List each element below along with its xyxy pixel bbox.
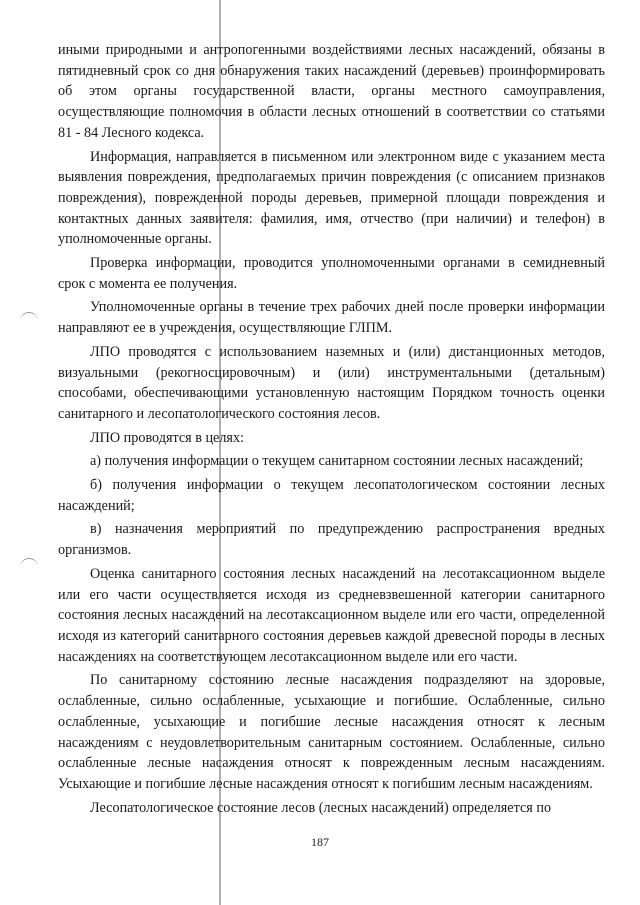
paragraph: иными природными и антропогенными воздействиями лесных насаждений, обязаны в пятидневный срок со дня обнаружения таких насаждений (деревьев) проинформировать об этом органы государственной власти, органы местного самоуправления, осуществляющие полномочия в области лесных отношений в соответствии со статьями 81 - 84 Лесного кодекса. — [58, 42, 605, 141]
list-item: а) получения информации о текущем санитарном состоянии лесных насаждений; — [90, 453, 584, 470]
paragraph: ЛПО проводятся в целях: — [90, 429, 244, 446]
punch-hole-mark — [20, 312, 38, 325]
paragraph: Проверка информации, проводится уполномоченными органами в семидневный срок с момента ее получения. — [58, 255, 605, 292]
paragraph: Оценка санитарного состояния лесных насаждений на лесотаксационном выделе или его части осуществляется исходя из средневзвешенной категории санитарного состояния лесных насаждений на лесотаксационном выделе или его части, определенной исходя из категорий санитарного состояния деревьев каждой древесной породы в лесных насаждениях на соответствующем лесотаксационном выделе или его части. — [58, 565, 605, 665]
list-item: б) получения информации о текущем лесопатологическом состоянии лесных насаждений; — [58, 477, 605, 514]
paragraph: По санитарному состоянию лесные насаждения подразделяют на здоровые, ослабленные, сильно ослабленные, усыхающие и погибшие. Ослабленные, сильно ослабленные, усыхающие и погибшие лесные насаждения относят к лесным насаждениям с неудовлетворительным санитарным состоянием. Ослабленные, сильно ослабленные лесные насаждения относят к поврежденным лесным насаждениям. Усыхающие и погибшие лесные насаждения относят к погибшим лесным насаждениям. — [58, 672, 605, 792]
punch-hole-mark — [20, 558, 38, 571]
paragraph: Уполномоченные органы в течение трех рабочих дней после проверки информации направляют ее в учреждения, осуществляющие ГЛПМ. — [58, 299, 605, 337]
paragraph: ЛПО проводятся с использованием наземных и (или) дистанционных методов, визуальными (рекогносцировочным) и (или) инструментальными (детальным) способами, обеспечивающими установленную настоящим Порядком точность оценки санитарного и лесопатологического состояния лесов. — [58, 343, 605, 422]
body-text — [58, 40, 605, 821]
page-number: 187 — [311, 835, 329, 849]
paragraph: Лесопатологическое состояние лесов (лесных насаждений) определяется по — [90, 799, 552, 816]
paragraph: Информация, направляется в письменном или электронном виде с указанием места выявления повреждения, предполагаемых причин повреждения (с описанием признаков повреждения), поврежденной породы деревьев, примерной площади повреждения и контактных данных заявителя: фамилия, имя, отчество (при наличии) и телефон) в уполномоченные органы. — [58, 148, 605, 248]
list-item: в) назначения мероприятий по предупреждению распространения вредных организмов. — [58, 521, 605, 559]
